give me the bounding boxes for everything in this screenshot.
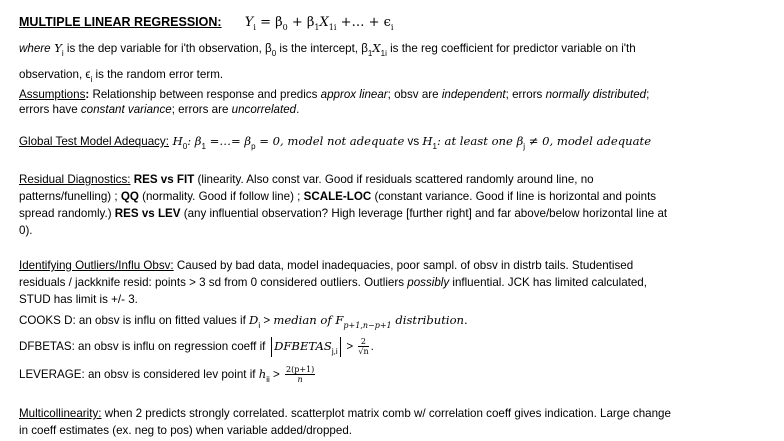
dfbetas-threshold: $\frac{2}{√n}$ (358, 337, 369, 357)
abs-bar-left (271, 337, 273, 357)
residual-label: Residual Diagnostics: (19, 173, 131, 186)
global-test: Global Test Model Adequacy: $H_0$: $\beta_1$ =…= $\beta_p = 0$, model not adequate vs $H_1$: at least one $\beta_j \ne 0$, model adequate (19, 134, 652, 151)
leverage-threshold: $\frac{2(p+1)}{n}$ (285, 365, 315, 385)
outliers-label: Identifying Outliers/Influ Obsv: (19, 259, 174, 272)
multicollinearity-label: Multicollinearity: (19, 407, 102, 420)
cooks-d: COOKS D: an obsv is influ on fitted values if $D_i$ > median of $F_{p+1,n-p+1}$ distribution. (19, 313, 468, 330)
abs-bar-right (340, 337, 342, 357)
multicollinearity: Multicollinearity: when 2 predicts strongly correlated. scatterplot matrix comb w/ correlation coeff gives indication. Large change in coeff estimates (ex. neg to pos) when variable added/dropped. (19, 407, 671, 437)
global-test-label: Global Test Model Adequacy: (19, 135, 169, 148)
residual-diagnostics: Residual Diagnostics: RES vs FIT (linearity. Also const var. Good if residuals scattered randomly around line, no patterns/funelling) ; QQ (normality. Good if follow line) ; SCALE-LOC (constant variance. Good if line is horizontal and points spread randomly.) RES vs LEV (any influential observation? High leverage [further right] and far above/below horizontal line at 0). (19, 173, 668, 237)
page-title: MULTIPLE LINEAR REGRESSION: (19, 15, 222, 29)
leverage: LEVERAGE: an obsv is considered lev point if $h_{ii}$ > $\frac{2(p+1)}{n}$ (19, 365, 315, 385)
assumptions: Assumptions: Relationship between response and predics approx linear; obsv are independent; errors normally distributed; errors have constant variance; errors are uncorrelated. (19, 88, 650, 116)
model-definition-cont: observation, $\epsilon_i$ is the random error term. (19, 68, 224, 84)
model-equation: $Y_i = \beta_0 + \beta_1X_{1i}$ +… + $\epsilon_i$ (244, 15, 394, 32)
outliers: Identifying Outliers/Influ Obsv: Caused by bad data, model inadequacies, poor sampl. of obsv in distrb tails. Studentised residuals / jackknife resid: points > 3 sd from 0 considered outliers. Outliers possibly influential. JCK has limited calculated, STUD has limit is +/- 3. (19, 259, 647, 306)
dfbetas: DFBETAS: an obsv is influ on regression coeff if $DFBETAS_{j,i}$ > $\frac{2}{√n}$ . (19, 337, 374, 357)
model-definition: where $Y_i$ is the dep variable for i'th observation, $\beta_0$ is the intercept, $\beta_1X_{1i}$ is the reg coefficient for predictor variable on i'th (19, 41, 636, 58)
assumptions-label: Assumptions (19, 88, 86, 101)
title-line (19, 14, 771, 31)
